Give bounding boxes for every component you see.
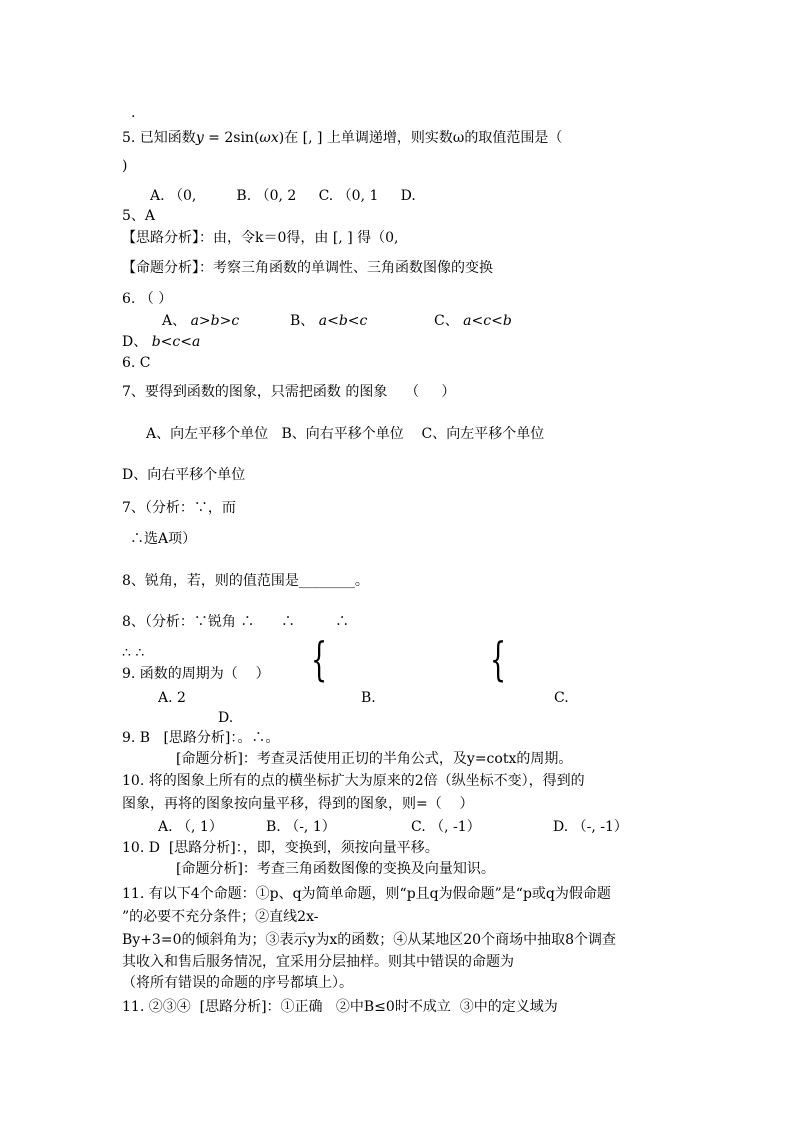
q6-optB-prefix: B、 (290, 313, 315, 329)
answer-5: 5、A (122, 208, 156, 224)
question-9-optD: D. (218, 710, 234, 726)
question-10-line2: 图象，再将的图象按向量平移，得到的图象，则=（ ） (122, 796, 474, 812)
question-9-optB: B. (361, 690, 376, 706)
answer-11: 11. ②③④ [思路分析]：①正确 ②中B≤0时不成立 ③中的定义域为 (122, 999, 558, 1015)
stray-dot: . (131, 105, 136, 121)
question-11-line1: 11. 有以下4个命题：①p、q为简单命题，则“p且q为假命题”是“p或q为假命题 (122, 886, 611, 902)
q6-optD-prefix: D、 (122, 334, 148, 350)
question-10-optC: C. （, -1） (411, 819, 481, 835)
question-6-optD (122, 332, 200, 352)
question-10-optA: A. （, 1） (158, 819, 223, 835)
q6-optA-prefix: A、 (162, 313, 187, 329)
question-11-line3: By+3=0的倾斜角为；③表示y为x的函数；④从某地区20个商场中抽取8个调查 (122, 932, 616, 948)
q5-prefix: 5. 已知函数 (122, 130, 196, 146)
left-brace-1: { (311, 632, 328, 686)
question-8: 8、锐角，若，则的值范围是________。 (122, 573, 369, 589)
q6-optB-value: a<b<c (318, 313, 368, 329)
question-6-optC (434, 311, 512, 331)
q6-optC-prefix: C、 (434, 313, 459, 329)
answer-5-proposition: 【命题分析】：考察三角函数的单调性、三角函数图像的变换 (122, 260, 493, 276)
left-brace-2: { (490, 632, 507, 686)
answer-10-proposition: [命题分析]：考查三角函数图像的变换及向量知识。 (176, 861, 495, 877)
answer-9-proposition: [命题分析]：考查灵活使用正切的半角公式，及y=cotx的周期。 (176, 751, 573, 767)
q6-optC-value: a<c<b (463, 313, 512, 329)
answer-7-choice: ∴选A项） (130, 531, 197, 547)
question-6-optB (290, 311, 367, 331)
question-5 (122, 128, 562, 148)
answer-8-cont: ∴ ∴ (122, 645, 145, 661)
answer-5-thinking: 【思路分析】：由，令k＝0得，由 [, ] 得（0, (122, 230, 399, 246)
q5-omega-x: ωx (259, 130, 279, 146)
answer-10: 10. D [思路分析]：，即，变换到，须按向量平移。 (122, 840, 439, 856)
question-10-optD: D. （-, -1） (553, 819, 628, 835)
question-10-optB: B. （-, 1） (266, 819, 336, 835)
question-5-close: ) (122, 158, 128, 174)
question-7-options: A、向左平移个单位 B、向右平移个单位 C、向左平移个单位 (146, 426, 545, 442)
question-10-line1: 10. 将的图象上所有的点的横坐标扩大为原来的2倍（纵坐标不变），得到的 (122, 773, 585, 789)
q6-optD-value: b<c<a (151, 334, 201, 350)
answer-7: 7、（分析：∵，而 (122, 500, 236, 516)
answer-6: 6. C (122, 355, 151, 371)
question-5-options: A. （0, B. （0, 2 C. （0, 1 D. (150, 188, 416, 204)
question-11-line2: ”的必要不充分条件；②直线2x- (122, 909, 319, 925)
q5-rest: )在 [, ] 上单调递增，则实数ω的取值范围是（ (278, 130, 563, 146)
question-7-optD: D、向右平移个单位 (122, 467, 246, 483)
q6-optA-value: a>b>c (190, 313, 240, 329)
question-9-optC: C. (554, 690, 569, 706)
question-9: 9. 函数的周期为（ ） (122, 666, 270, 682)
answer-9: 9. B [思路分析]：。∴。 (122, 730, 280, 746)
question-11-line4: 其收入和售后服务情况，宜采用分层抽样。则其中错误的命题为 (122, 954, 514, 970)
question-6: 6. （ ） (122, 291, 173, 307)
question-6-optA (162, 311, 239, 331)
q5-y: y (195, 130, 204, 146)
answer-8: 8、（分析：∵锐角 ∴ ∴ ∴ (122, 614, 350, 630)
question-7: 7、要得到函数的图象，只需把函数 的图象 （ ） (122, 384, 456, 400)
question-9-optA: A. 2 (158, 690, 186, 706)
q5-func: = 2sin( (203, 130, 260, 146)
question-11-line5: （将所有错误的命题的序号都填上）。 (122, 975, 353, 991)
